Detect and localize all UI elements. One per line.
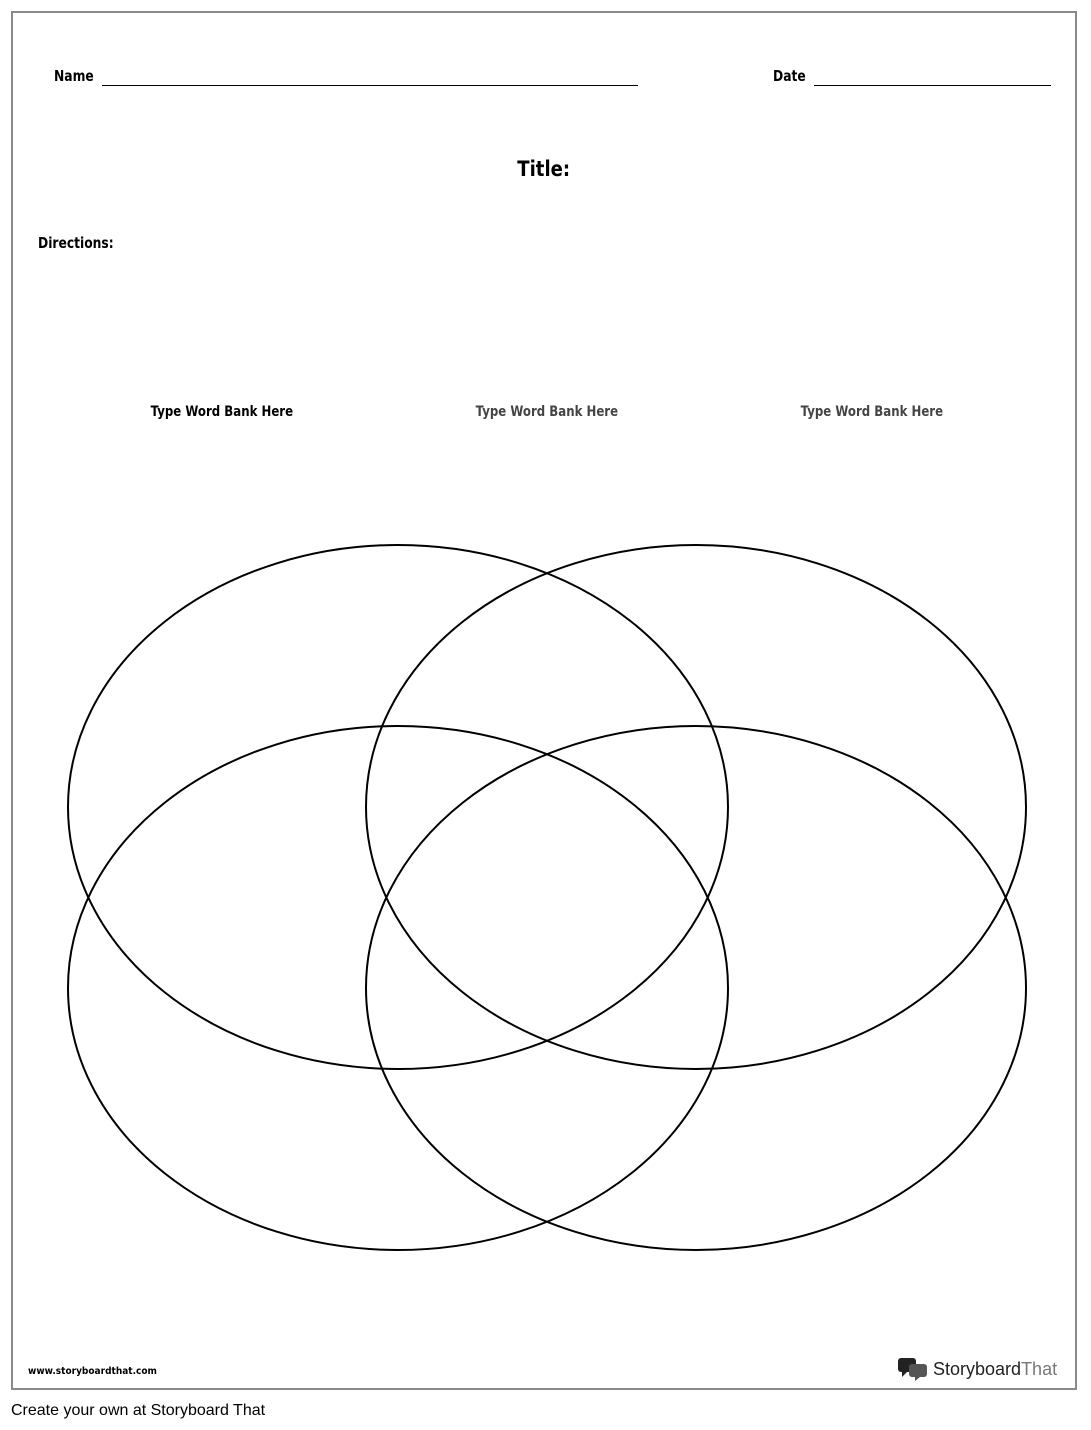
- word-bank-3-label: Type Word Bank Here: [800, 404, 944, 420]
- venn-ellipse-top-right: [366, 545, 1026, 1069]
- footer-link[interactable]: Create your own at Storyboard That: [11, 1402, 266, 1419]
- storyboardthat-logo: [897, 1355, 1057, 1383]
- logo-text: [933, 1359, 1057, 1380]
- venn-ellipse-bottom-right: [366, 726, 1026, 1250]
- venn-ellipse-bottom-left: [68, 726, 728, 1250]
- page-title: Title:: [517, 157, 571, 181]
- venn-diagram: [13, 13, 1079, 1392]
- word-bank-2-label: Type Word Bank Here: [475, 404, 619, 420]
- speech-bubbles-icon: [897, 1356, 929, 1382]
- logo-text-part2: That: [1021, 1358, 1058, 1379]
- worksheet-page: [11, 11, 1077, 1390]
- website-url: www.storyboardthat.com: [28, 1366, 157, 1377]
- date-label: Date: [773, 67, 806, 85]
- venn-ellipse-top-left: [68, 545, 728, 1069]
- logo-text-part1: Storyboard: [933, 1358, 1022, 1379]
- directions-label: Directions:: [38, 234, 114, 252]
- word-bank-1-label: Type Word Bank Here: [150, 404, 294, 420]
- name-label: Name: [54, 67, 94, 85]
